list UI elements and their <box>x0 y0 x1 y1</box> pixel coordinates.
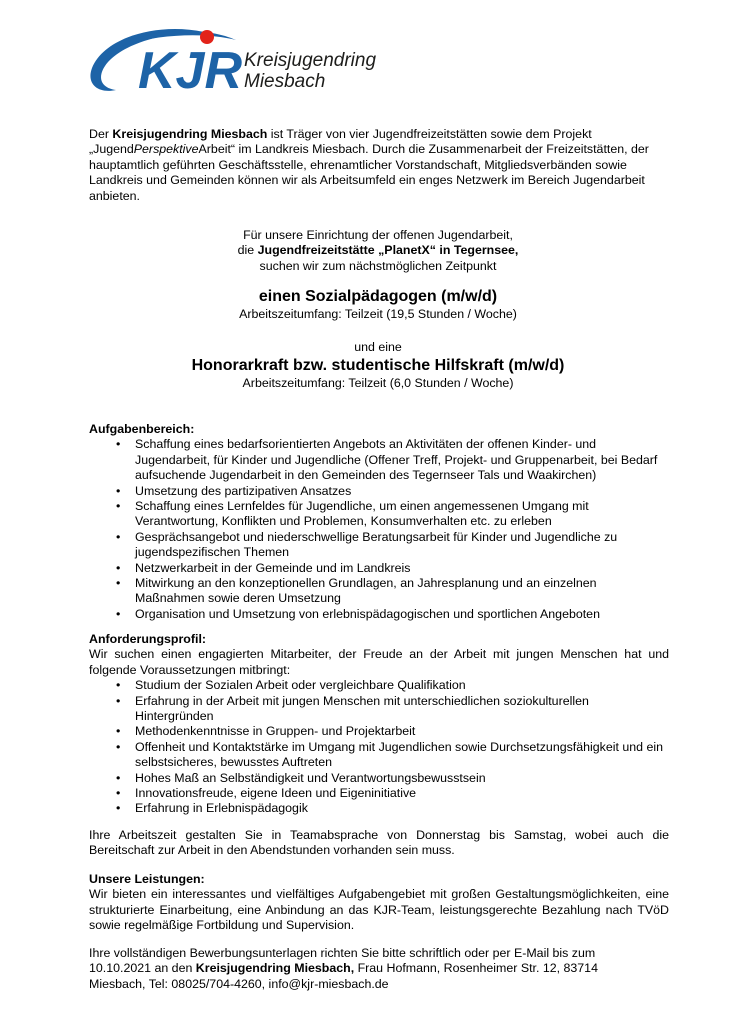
list-item: • Schaffung eines bedarfsorientierten Angebots an Aktivitäten der offenen Kinder- und Jugendarbeit, für Kinder und Jugendliche (Offener Treff, Projekt- und Gruppenarbeit, bei Bedarf aufsuchende Jugendarbeit in den Gemeinden des Tegernseer Tals und Waakirchen) <box>89 437 669 483</box>
list-item: • Schaffung eines Lernfeldes für Jugendliche, um einen angemessenen Umgang mit Verantwortung, Konflikten und Problemen, Konsumverhalten etc. zu erleben <box>89 499 669 530</box>
worktime-paragraph: Ihre Arbeitszeit gestalten Sie in Teamabsprache von Donnerstag bis Samstag, wobei auch die Bereitschaft zur Arbeit in den Abendstunden vorhanden sein muss. <box>89 828 669 858</box>
position-1-scope: Arbeitszeitumfang: Teilzeit (19,5 Stunden / Woche) <box>239 307 517 321</box>
profile-section <box>89 632 669 817</box>
intro-italic: Perspektive <box>133 142 199 157</box>
list-item: • Methodenkenntnisse in Gruppen- und Projektarbeit <box>89 724 669 739</box>
intro-text-1: Der <box>89 127 113 141</box>
list-item: • Umsetzung des partizipativen Ansatzes <box>89 484 669 499</box>
profile-list <box>89 678 669 817</box>
intro-paragraph <box>89 127 667 204</box>
list-item: • Offenheit und Kontaktstärke im Umgang mit Jugendlichen sowie Durchsetzungsfähigkeit und ein selbstsicheres, bewusstes Auftreten <box>89 740 669 771</box>
list-item: • Mitwirkung an den konzeptionellen Grundlagen, an Jahresplanung und an einzelnen Maßnahmen sowie deren Umsetzung <box>89 576 669 607</box>
profile-heading: Anforderungsprofil: <box>89 632 207 646</box>
benefits-text: Wir bieten ein interessantes und vielfältiges Aufgabengebiet mit großen Gestaltungsmöglichkeiten, eine strukturierte Einarbeitung, eine Anbindung an das KJR-Team, leistungsgerechte Bezahlung nach TVöD sowie regelmäßige Fortbildung und Supervision. <box>89 887 669 933</box>
position-1-title: einen Sozialpädagogen (m/w/d) <box>258 288 498 305</box>
list-item: • Innovationsfreude, eigene Ideen und Eigeninitiative <box>89 786 669 801</box>
apply-text-1: Ihre vollständigen Bewerbungsunterlagen richten Sie bitte schriftlich oder per E-Mail bis zum 10.10.2021 an den <box>89 946 596 976</box>
benefits-section <box>89 872 669 934</box>
apply-text-2: Frau Hofmann, Rosenheimer Str. 12, 83714 Miesbach, Tel: 08025/704-4260, info@kjr-miesbach.de <box>89 961 598 991</box>
and-text: und eine <box>354 340 402 354</box>
list-item: • Gesprächsangebot und niederschwellige Beratungsarbeit für Kinder und Jugendliche zu jugendspezifischen Themen <box>89 530 669 561</box>
list-item: • Studium der Sozialen Arbeit oder vergleichbare Qualifikation <box>89 678 669 693</box>
intro-org-name: Kreisjugendring Miesbach <box>112 127 268 141</box>
list-item: • Erfahrung in Erlebnispädagogik <box>89 801 669 816</box>
list-item: • Hohes Maß an Selbständigkeit und Verantwortungsbewusstsein <box>89 771 669 786</box>
facility-name: Jugendfreizeitstätte „PlanetX“ in Tegernsee, <box>257 243 519 258</box>
tasks-section <box>89 422 669 622</box>
application-paragraph <box>89 946 629 992</box>
position-2-scope: Arbeitszeitumfang: Teilzeit (6,0 Stunden / Woche) <box>242 376 514 391</box>
list-item: • Netzwerkarbeit in der Gemeinde und im Landkreis <box>89 561 669 576</box>
kjr-logo <box>86 18 386 108</box>
offer-line-1: Für unsere Einrichtung der offenen Jugendarbeit, <box>243 228 513 242</box>
offer-intro <box>89 228 667 274</box>
tasks-list <box>89 437 669 622</box>
benefits-heading: Unsere Leistungen: <box>89 872 205 886</box>
intro-text-3: Arbeit“ im Landkreis Miesbach. Durch die Zusammenarbeit der Freizeitstätten, der hauptamtlich geführten Geschäftsstelle, ehrenamtlicher Vorstandschaft, Mitgliedsverbänden sowie Landkreis und Gemeinden können wir als Arbeitsumfeld ein enges Netzwerk im Bereich Jugendarbeit anbieten. <box>89 142 649 203</box>
position-2-title: Honorarkraft bzw. studentische Hilfskraft (m/w/d) <box>191 357 565 375</box>
logo-name <box>244 50 376 92</box>
logo-mark-text: KJR <box>138 42 243 100</box>
logo-name-line2: Miesbach <box>244 71 326 92</box>
offer-line-2: die Jugendfreizeitstätte „PlanetX“ in Tegernsee, <box>237 243 519 258</box>
list-item: • Erfahrung in der Arbeit mit jungen Menschen mit unterschiedlichen soziokulturellen Hintergründen <box>89 694 669 725</box>
logo-name-line1: Kreisjugendring <box>244 50 377 71</box>
profile-intro: Wir suchen einen engagierten Mitarbeiter, der Freude an der Arbeit mit jungen Menschen hat und folgende Voraussetzungen mitbringt: <box>89 647 669 677</box>
list-item: • Organisation und Umsetzung von erlebnispädagogischen und sportlichen Angeboten <box>89 607 669 622</box>
position-1 <box>89 287 667 322</box>
offer-line-3: suchen wir zum nächstmöglichen Zeitpunkt <box>259 258 497 273</box>
intro-text-2: ist Träger von vier Jugendfreizeitstätten sowie dem Projekt „Jugend <box>89 127 592 157</box>
position-2 <box>89 340 667 392</box>
apply-org-name: Kreisjugendring Miesbach, <box>195 961 355 976</box>
tasks-heading: Aufgabenbereich: <box>89 422 195 436</box>
